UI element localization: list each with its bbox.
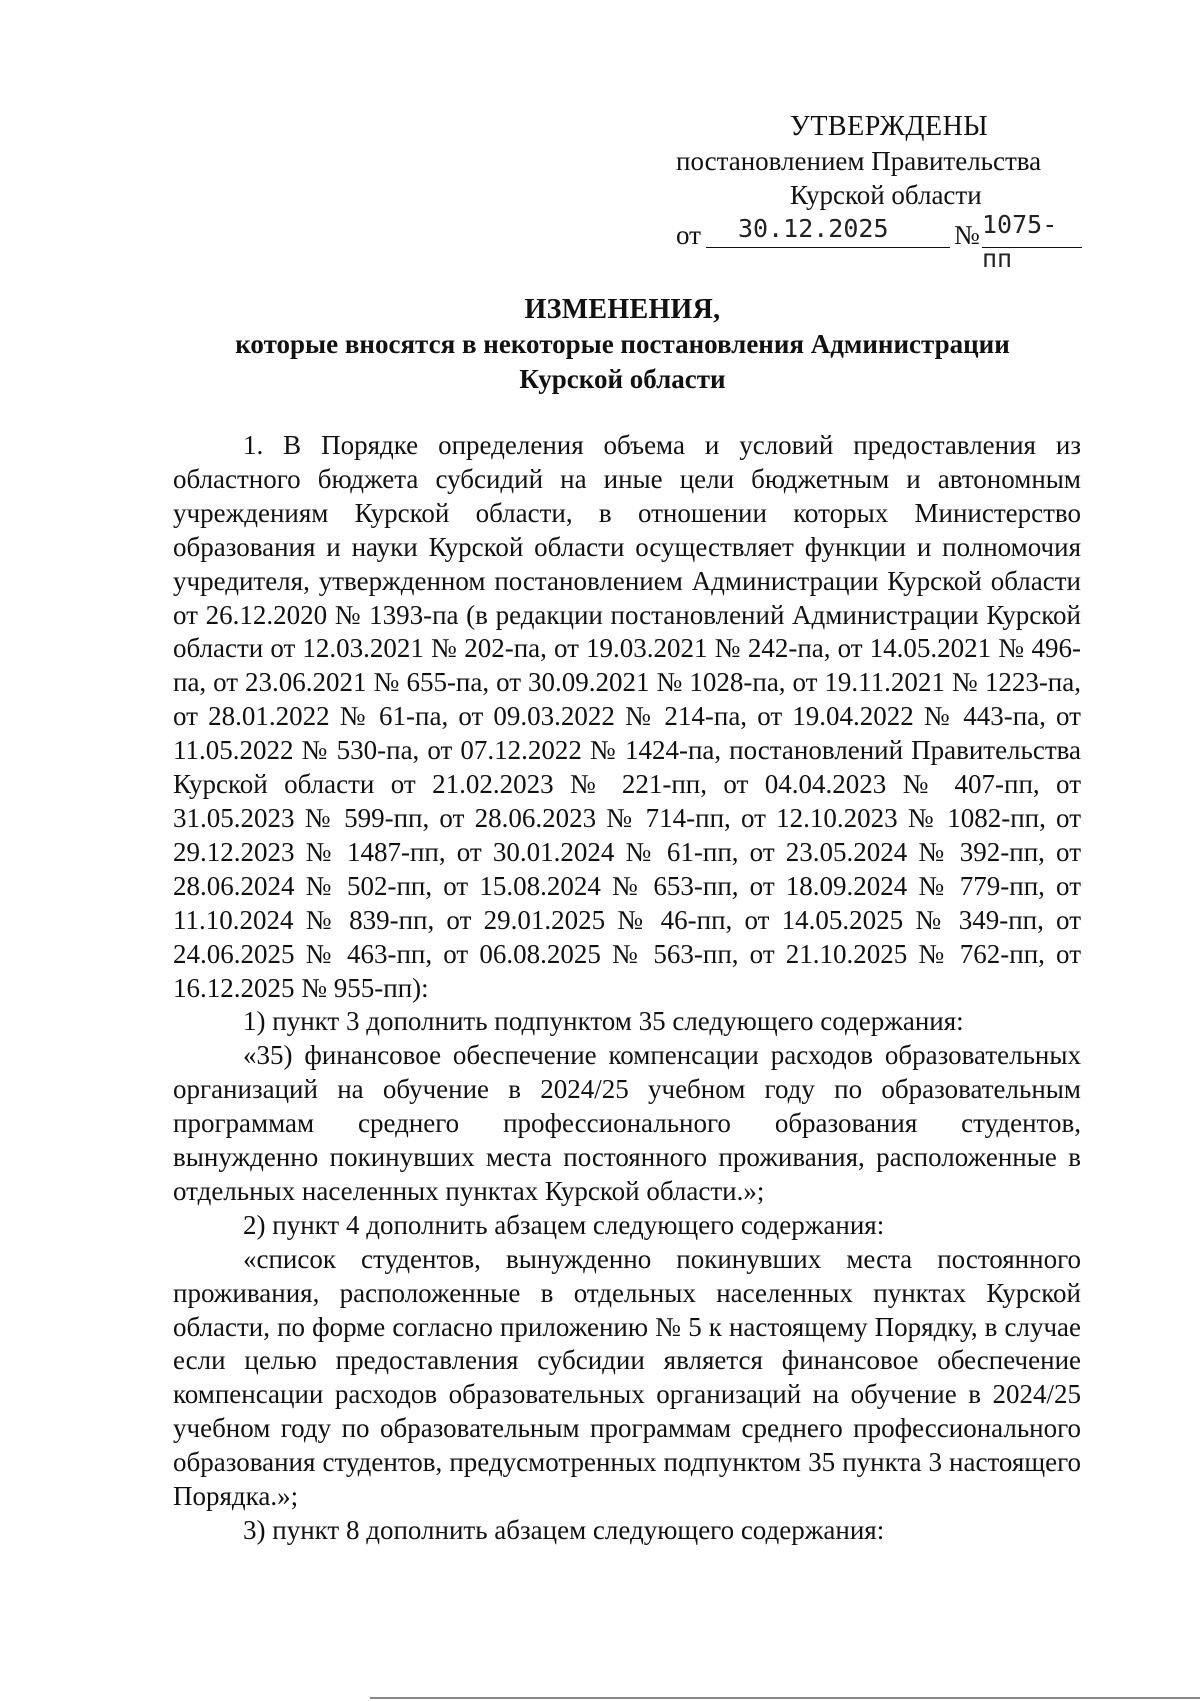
paragraph-3: «35) финансовое обеспечение компенсации расходов образовательных организаций на обучение в 2024/25 учебном году по образовательным программам среднего профессионального образования студентов, вынужденно покинувших места постоянного проживания, расположенные в отдельных населенных пунктах Курской области.»; <box>173 1040 1081 1206</box>
heading-subtitle-line1: которые вносятся в некоторые постановления Администрации <box>235 329 1010 359</box>
heading-title: ИЗМЕНЕНИЯ, <box>524 294 721 325</box>
approval-number: 1075-пп <box>982 208 1082 248</box>
heading-subtitle-line2: Курской области <box>519 364 726 394</box>
approval-region: Курской области <box>790 180 982 210</box>
approval-number-prefix: № <box>954 220 980 250</box>
scan-edge-line <box>370 1697 1200 1699</box>
paragraph-6: 3) пункт 8 дополнить абзацем следующего содержания: <box>243 1515 885 1545</box>
document-heading <box>170 292 1075 397</box>
approval-title: УТВЕРЖДЕНЫ <box>790 111 989 142</box>
approval-stamp <box>676 110 1096 273</box>
document-body <box>173 429 1081 1548</box>
approval-issuer: постановлением Правительства <box>676 146 1042 176</box>
approval-date-prefix: от <box>676 220 701 250</box>
paragraph-2: 1) пункт 3 дополнить подпунктом 35 следующего содержания: <box>243 1006 964 1037</box>
paragraph-4: 2) пункт 4 дополнить абзацем следующего содержания: <box>243 1209 885 1240</box>
paragraph-1: 1. В Порядке определения объема и условий предоставления из областного бюджета субсидий на иные цели бюджетным и автономным учреждениям Курской области, в отношении которых Министерство образования и науки Курской области осуществляет функции и полномочия учредителя, утвержденном постановлением Администрации Курской области от 26.12.2020 № 1393-па (в редакции постановлений Администрации Курской области от 12.03.2021 № 202-па, от 19.03.2021 № 242-па, от 14.05.2021 № 496-па, от 23.06.2021 № 655-па, от 30.09.2021 № 1028-па, от 19.11.2021 № 1223-па, от 28.01.2022 № 61-па, от 09.03.2022 № 214-па, от 19.04.2022 № 443-па, от 11.05.2022 № 530-па, от 07.12.2022 № 1424-па, постановлений Правительства Курской области от 21.02.2023 № 221-пп, от 04.04.2023 № 407-пп, от 31.05.2023 № 599-пп, от 28.06.2023 № 714-пп, от 12.10.2023 № 1082-пп, от 29.12.2023 № 1487-пп, от 30.01.2024 № 61-пп, от 23.05.2024 № 392-пп, от 28.06.2024 № 502-пп, от 15.08.2024 № 653-пп, от 18.09.2024 № 779-пп, от 11.10.2024 № 839-пп, от 29.01.2025 № 46-пп, от 14.05.2025 № 349-пп, от 24.06.2025 № 463-пп, от 06.08.2025 № 563-пп, от 21.10.2025 № 762-пп, от 16.12.2025 № 955-пп): <box>173 430 1081 1003</box>
paragraph-5: «список студентов, вынужденно покинувших места постоянного проживания, расположенные в отдельных населенных пунктах Курской области, по форме согласно приложению № 5 к настоящему Порядку, в случае если целью предоставления субсидии является финансовое обеспечение компенсации расходов образовательных организаций на обучение в 2024/25 учебном году по образовательным программам среднего профессионального образования студентов, предусмотренных подпунктом 35 пункта 3 настоящего Порядка.»; <box>173 1243 1081 1512</box>
approval-date: 30.12.2025 <box>706 212 950 248</box>
approval-date-number <box>676 210 1096 273</box>
